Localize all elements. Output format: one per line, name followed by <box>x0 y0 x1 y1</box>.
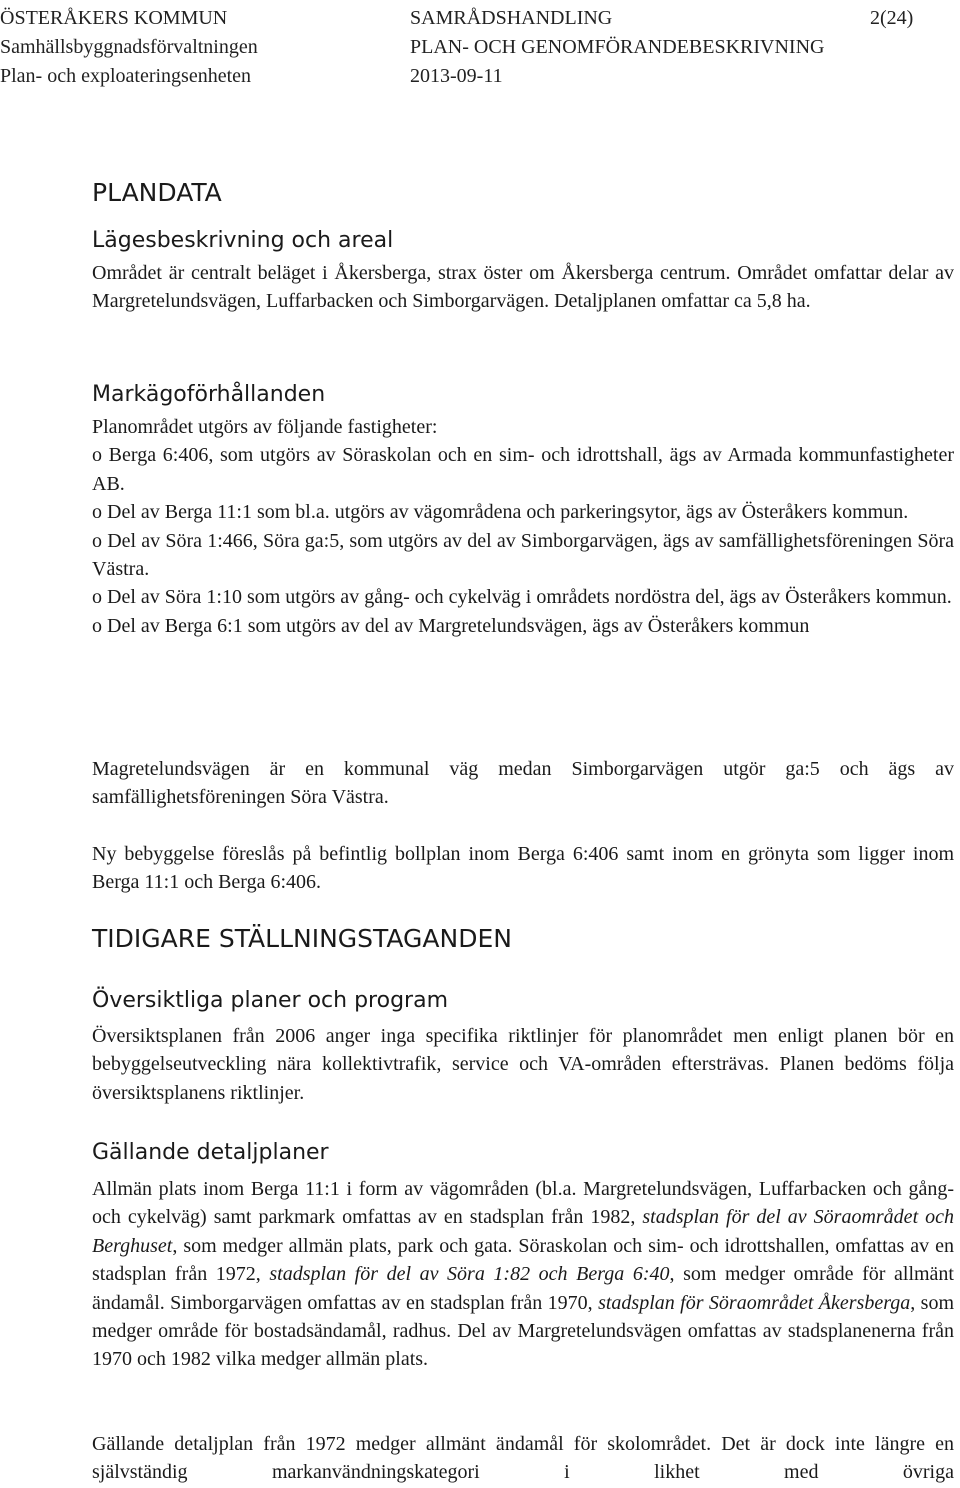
fastighet-item: o Del av Berga 11:1 som bl.a. utgörs av vägområdena och parkeringsytor, ägs av Österåkers kommun. <box>92 501 909 524</box>
markagoforhallanden-para2: Ny bebyggelse föreslås på befintlig bollplan inom Berga 6:406 samt inom en grönyta som ligger inom Berga 11:1 och Berga 6:406. <box>92 843 954 894</box>
gallande-detaljplaner-para2: Gällande detaljplan från 1972 medger allmänt ändamål för skolområdet. Det är dock inte längre en självständig markanvändningskategori i likhet med övriga <box>92 1433 954 1484</box>
text-run: , som medger område för allmänt ändamål. Simborgarvägen omfattas av en stadsplan från 1970, <box>92 1263 954 1314</box>
text-run: , som medger allmän plats, park och gata. Söraskolan och sim- och idrottshallen, omfattas av en stadsplan från 1972, <box>92 1234 954 1286</box>
heading-oversiktliga-planer: Översiktliga planer och program <box>92 988 448 1013</box>
lagesbeskrivning-text: Området är centralt beläget i Åkersberga, strax öster om Åkersberga centrum. Området omfattar delar av Margretelundsvägen, Luffarbacken och Simborgarvägen. Detaljplanen omfattar ca 5,8 ha. <box>92 262 954 313</box>
header-date: 2013-09-11 <box>410 65 503 87</box>
heading-gallande-detaljplaner: Gällande detaljplaner <box>92 1140 329 1165</box>
markagoforhallanden-section <box>92 413 954 640</box>
plan-name-italic: stadsplan för del av Söraområdet och Berghuset <box>92 1206 954 1257</box>
markagoforhallanden-intro: Planområdet utgörs av följande fastigheter: <box>92 416 438 438</box>
markagoforhallanden-para1: Magretelundsvägen är en kommunal väg medan Simborgarvägen utgör ga:5 och ägs av samfällighetsföreningen Söra Västra. <box>92 758 954 809</box>
heading-tidigare-stallningstaganden: TIDIGARE STÄLLNINGSTAGANDEN <box>92 924 512 953</box>
header-page-number: 2(24) <box>870 7 914 29</box>
header-dept: Samhällsbyggnadsförvaltningen <box>0 36 258 58</box>
gallande-detaljplaner-text <box>92 1175 954 1374</box>
heading-markagoforhallanden: Markägoförhållanden <box>92 382 326 407</box>
plan-name-italic: stadsplan för Söraområdet Åkersberga <box>598 1291 911 1314</box>
header-doc-title: PLAN- OCH GENOMFÖRANDEBESKRIVNING <box>410 36 825 58</box>
text-run: , som medger område för bostadsändamål, radhus. Del av Margretelundsvägen omfattas av stadsplanenerna från 1970 och 1982 vilka medger allmän plats. <box>92 1291 954 1371</box>
text-run: Allmän plats inom Berga 11:1 i form av vägområden (bl.a. Margretelundsvägen, Luffarbacken och gång- och cykelväg) samt parkmark omfattas av en stadsplan från 1982, <box>92 1178 954 1229</box>
header-unit: Plan- och exploateringsenheten <box>0 65 252 87</box>
fastighet-item: o Del av Söra 1:10 som utgörs av gång- och cykelväg i områdets nordöstra del, ägs av Österåkers kommun. <box>92 586 952 609</box>
fastighet-item: o Del av Söra 1:466, Söra ga:5, som utgörs av del av Simborgarvägen, ägs av samfällighetsföreningen Söra Västra. <box>92 529 954 581</box>
plan-name-italic: stadsplan för del av Söra 1:82 och Berga 6:40 <box>269 1263 670 1286</box>
oversiktliga-planer-text: Översiktsplanen från 2006 anger inga specifika riktlinjer för planområdet men enligt planen bör en bebyggelseutveckling nära kollektivtrafik, service och VA-områden eftersträvas. Planen bedöms följa översiktsplanens riktlinjer. <box>92 1025 954 1104</box>
header-doc-type: SAMRÅDSHANDLING <box>410 7 613 29</box>
header-org: ÖSTERÅKERS KOMMUN <box>0 7 228 29</box>
fastighet-item: o Del av Berga 6:1 som utgörs av del av Margretelundsvägen, ägs av Österåkers kommun <box>92 614 810 637</box>
heading-plandata: PLANDATA <box>92 178 222 207</box>
fastighet-item: o Berga 6:406, som utgörs av Söraskolan och en sim- och idrottshall, ägs av Armada kommunfastigheter AB. <box>92 444 954 495</box>
heading-lagesbeskrivning: Lägesbeskrivning och areal <box>92 228 394 253</box>
